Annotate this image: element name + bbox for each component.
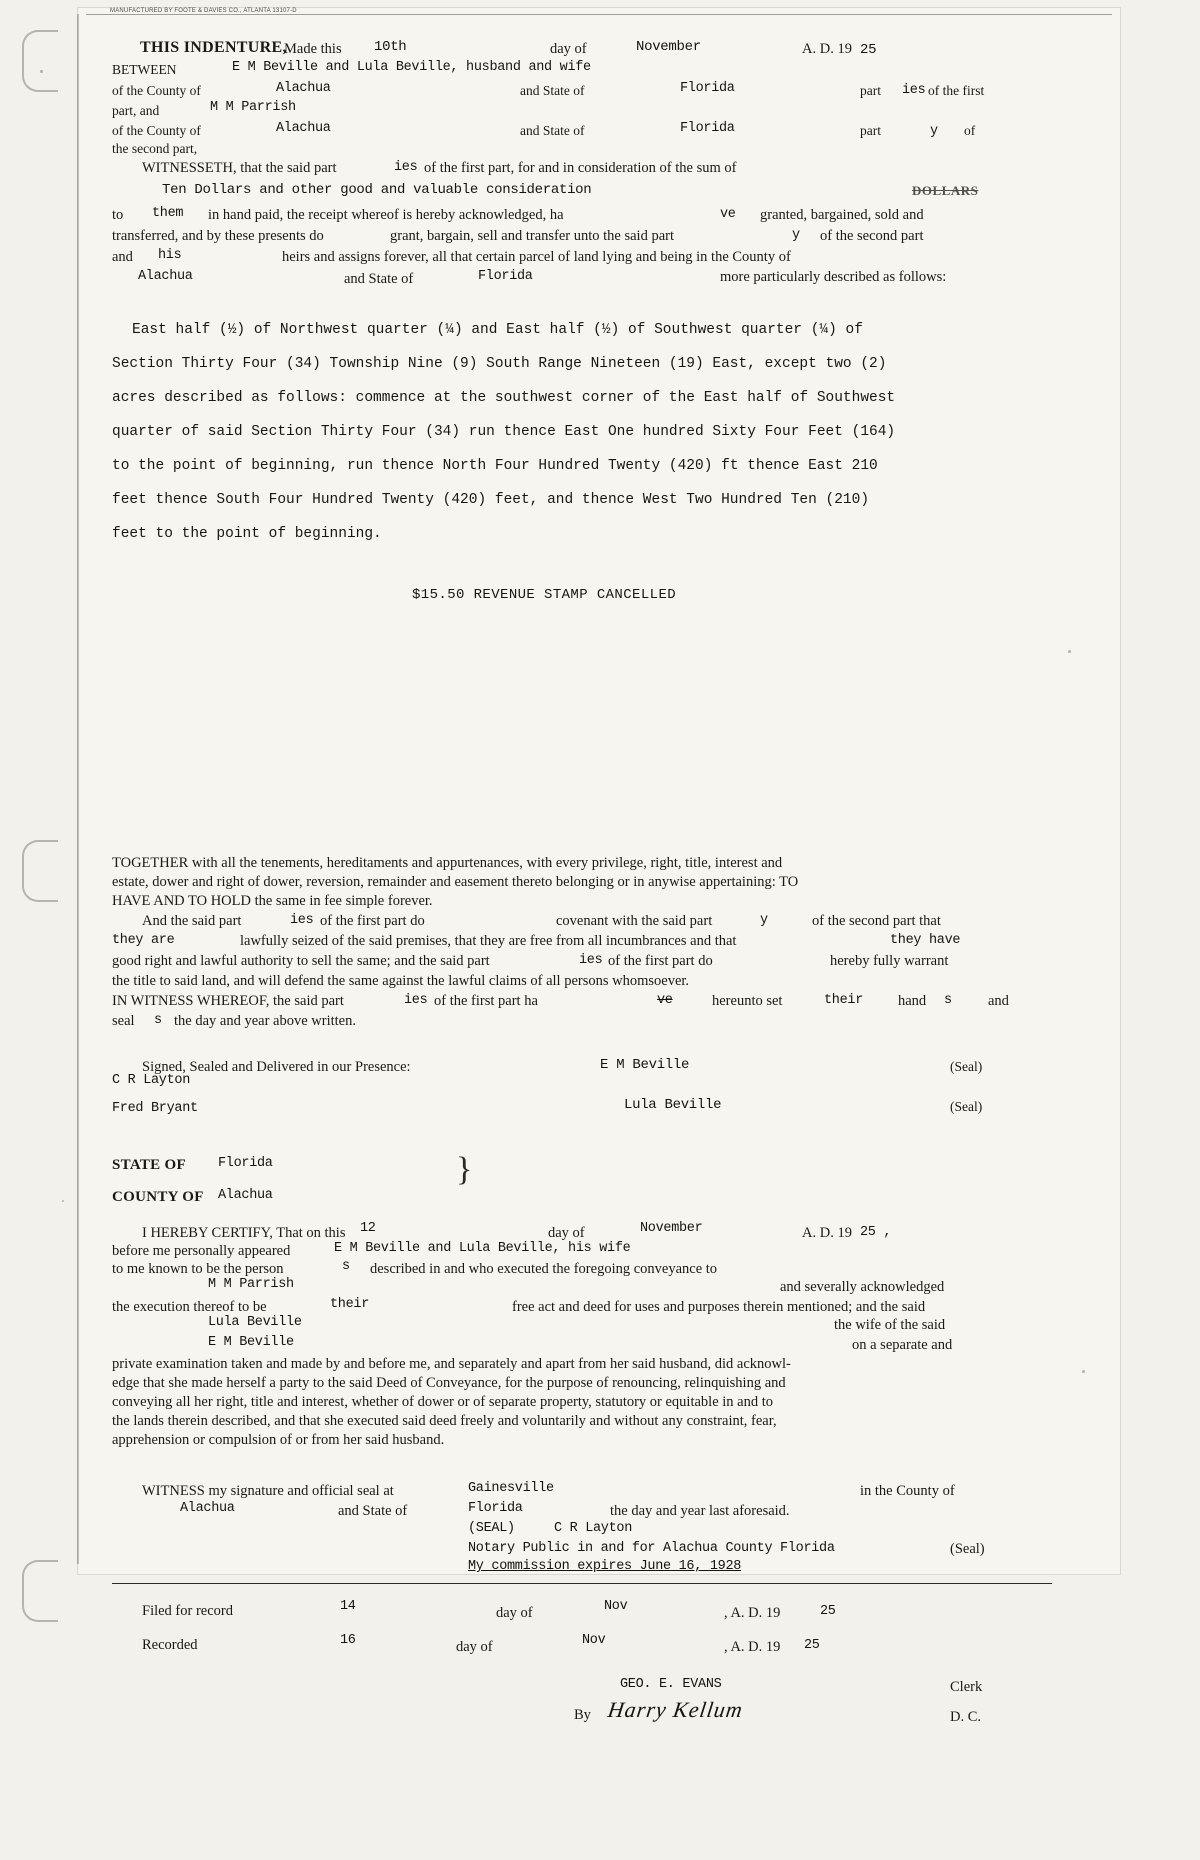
filed-day-value: 14	[340, 1599, 356, 1614]
wife-of-said-label: the wife of the said	[834, 1317, 946, 1333]
notary-witness-post: the day and year last aforesaid.	[610, 1503, 790, 1519]
their-value: their	[824, 993, 864, 1008]
notary-witness-place: Gainesville	[468, 1481, 554, 1496]
manufacturer-note: MANUFACTURED BY FOOTE & DAVIES CO., ATLANTA 13107-D	[110, 8, 297, 14]
witnesseth-line-2	[112, 204, 1052, 225]
execution-their: their	[330, 1297, 370, 1312]
filed-ad-label: , A. D. 19	[724, 1605, 781, 1621]
witnesseth-label: WITNESSETH, that the said part	[142, 160, 337, 176]
seized-text: lawfully seized of the said premises, that they are free from all incumbrances and that	[240, 933, 737, 949]
hand-s-mark: s	[944, 993, 952, 1008]
legal-line-5: to the point of beginning, run thence North Four Hundred Twenty (420) ft thence East 210	[112, 458, 878, 474]
witnesseth-party-suffix: ies	[394, 160, 418, 175]
and-state-of-label-2: and State of	[520, 123, 585, 138]
presence-label: Signed, Sealed and Delivered in our Presence:	[142, 1059, 411, 1075]
of-first-part-label: of the first	[928, 83, 985, 98]
page-top-rule	[86, 14, 1112, 15]
habendum-block	[112, 855, 1052, 1029]
notary-seal-tag: (Seal)	[950, 1541, 985, 1557]
notary-witness-county: Alachua	[180, 1501, 235, 1516]
severally-label: and severally acknowledged	[780, 1279, 945, 1295]
recorded-month-value: Nov	[582, 1633, 606, 1648]
header-line-1	[112, 36, 1052, 60]
to-whom-value: them	[152, 206, 184, 221]
habendum-line-5	[112, 933, 1052, 953]
habendum-line-6	[112, 953, 1052, 973]
state-of-label: STATE OF	[112, 1157, 186, 1173]
header-line-6	[112, 140, 1052, 158]
witness-struck-ve: ve	[657, 993, 673, 1008]
witness-name-1: C R Layton	[112, 1073, 191, 1088]
acknowledgment-brace: }	[456, 1151, 473, 1188]
deputy-signature: Harry Kellum	[606, 1697, 745, 1722]
header-line-4	[112, 100, 1052, 120]
seal-label: seal	[112, 1013, 135, 1029]
ad-label: A. D. 19	[802, 41, 852, 57]
header-line-3	[112, 80, 1052, 100]
appeared-names: E M Beville and Lula Beville, his wife	[334, 1241, 631, 1256]
ack-body-line-4: the lands therein described, and that she executed said deed freely and voluntarily and without any constraint, fear,	[112, 1413, 777, 1429]
habendum-line-1: TOGETHER with all the tenements, hereditaments and appurtenances, with every privilege, right, title, interest and	[112, 855, 783, 871]
dc-label: D. C.	[950, 1709, 982, 1725]
ack-ad-label: A. D. 19	[802, 1225, 852, 1241]
filed-day-of-label: day of	[496, 1605, 533, 1621]
recorded-ad-label: , A. D. 19	[724, 1639, 781, 1655]
legal-line-2: Section Thirty Four (34) Township Nine (9) South Range Nineteen (19) East, except two (2)	[112, 356, 887, 372]
party-suffix-1: ies	[902, 83, 926, 98]
witness-name-2: Fred Bryant	[112, 1101, 198, 1116]
covenant-party-suffix: ies	[290, 913, 314, 928]
legal-line-6: feet thence South Four Hundred Twenty (420) feet, and thence West Two Hundred Ten (210)	[112, 492, 870, 508]
filed-year-value: 25	[820, 1604, 836, 1619]
signer-name-1: E M Beville	[600, 1057, 690, 1073]
signer-name-2: Lula Beville	[624, 1097, 722, 1113]
and-label-2: and	[988, 993, 1009, 1009]
notary-witness-county-label: in the County of	[860, 1483, 955, 1499]
ack-month: November	[640, 1221, 703, 1236]
legal-line-4: quarter of said Section Thirty Four (34) run thence East One hundred Sixty Four Feet (164)	[112, 424, 896, 440]
dollars-struck-label: DOLLARS	[912, 183, 979, 198]
they-have-value: they have	[890, 933, 961, 948]
second-part-text: of the second part	[820, 228, 924, 244]
they-are-value: they are	[112, 933, 175, 948]
transferred-text: transferred, and by these presents do	[112, 228, 324, 244]
ack-body-line-5: apprehension or compulsion of or from her said husband.	[112, 1432, 445, 1448]
separate-and-label: on a separate and	[852, 1337, 953, 1353]
certify-pre: I HEREBY CERTIFY, That on this	[142, 1225, 346, 1241]
ack-husband-name: E M Beville	[208, 1335, 294, 1350]
known-pre: to me known to be the person	[112, 1261, 284, 1277]
year-value: 25	[860, 42, 877, 58]
witnesseth-line1-post: of the first part, for and in consideration of the sum of	[424, 160, 737, 176]
party-suffix-2: y	[930, 124, 938, 139]
witnesseth-line-3	[112, 225, 1052, 246]
habendum-line-9	[112, 1013, 1052, 1033]
ack-grantee-name: M M Parrish	[208, 1277, 294, 1292]
month-value: November	[636, 39, 701, 55]
notary-witness-state: Florida	[468, 1501, 523, 1516]
part-label-1: part	[860, 83, 881, 98]
recorded-label: Recorded	[142, 1637, 198, 1653]
header-line-5	[112, 120, 1052, 140]
covenant-party-y: y	[760, 913, 768, 928]
habendum-line-8	[112, 993, 1052, 1013]
habendum-line-7: the title to said land, and will defend the same against the lawful claims of all persons whomsoever.	[112, 973, 690, 989]
header-line-2	[112, 60, 1052, 80]
state-value: Florida	[218, 1156, 273, 1171]
covenant-mid: of the first part do	[320, 913, 425, 929]
county-of-label-1: of the County of	[112, 83, 201, 98]
of-label: of	[964, 123, 976, 138]
ack-day-number: 12	[360, 1221, 376, 1236]
ack-body-line-3: conveying all her right, title and interest, whether of dower or of separate property, statutory or equitable in and to	[112, 1394, 774, 1410]
heirs-assigns-text: heirs and assigns forever, all that certain parcel of land lying and being in the County of	[282, 249, 791, 265]
between-label: BETWEEN	[112, 62, 177, 77]
ack-body-line-1: private examination taken and made by and before me, and separately and apart from her said husband, did acknowl-	[112, 1356, 791, 1372]
state-value-2: Florida	[680, 121, 735, 136]
clerk-label: Clerk	[950, 1679, 983, 1695]
notary-name: C R Layton	[554, 1521, 633, 1536]
second-part-label: the second part,	[112, 141, 198, 156]
warrant-party-suffix: ies	[579, 953, 603, 968]
grant-bargain-text: grant, bargain, sell and transfer unto the said part	[390, 228, 675, 244]
witness-post: hereunto set	[712, 993, 783, 1009]
described-as-follows-label: more particularly described as follows:	[720, 269, 947, 285]
covenant-with: covenant with the said part	[556, 913, 713, 929]
acknowledgment-block	[112, 1151, 1052, 1477]
witnesseth-line-5	[112, 267, 1052, 291]
witnesseth-line-1	[112, 158, 1052, 180]
notary-commission: My commission expires June 16, 1928	[468, 1559, 742, 1574]
notary-witness-pre: WITNESS my signature and official seal at	[142, 1483, 394, 1499]
execution-pre: the execution thereof to be	[112, 1299, 267, 1315]
document-body	[112, 36, 1052, 1733]
execution-post: free act and deed for uses and purposes therein mentioned; and the said	[512, 1299, 926, 1315]
made-this-label: Made this	[284, 41, 342, 57]
ack-year: 25 ,	[860, 1225, 892, 1240]
and-state-of-label-1: and State of	[520, 83, 585, 98]
and-state-of-label-3: and State of	[344, 271, 414, 287]
seal-tag-1: (Seal)	[950, 1059, 983, 1074]
warrant-pre: good right and lawful authority to sell the same; and the said part	[112, 953, 490, 969]
scan-speck-1	[40, 70, 43, 73]
scan-speck-2	[1068, 650, 1071, 653]
ack-day-of: day of	[548, 1225, 585, 1241]
revenue-stamp-note: $15.50 REVENUE STAMP CANCELLED	[412, 587, 677, 603]
legal-line-3: acres described as follows: commence at the southwest corner of the East half of Southwest	[112, 390, 896, 406]
county-value-3: Alachua	[138, 269, 193, 284]
scan-speck-4	[62, 1200, 64, 1202]
to-label: to	[112, 207, 124, 223]
recorded-day-value: 16	[340, 1633, 356, 1648]
ack-wife-name: Lula Beville	[208, 1315, 302, 1330]
recording-block	[112, 1599, 1052, 1733]
ack-body-line-2: edge that she made herself a party to the said Deed of Conveyance, for the purpose of renouncing, relinquishing and	[112, 1375, 786, 1391]
covenant-end: of the second part that	[812, 913, 941, 929]
party-y-value: y	[792, 228, 800, 243]
notary-title: Notary Public in and for Alachua County Florida	[468, 1541, 835, 1556]
grantor-value: E M Beville and Lula Beville, husband and wife	[232, 60, 591, 75]
warrant-mid: of the first part do	[608, 953, 713, 969]
state-value-1: Florida	[680, 81, 735, 96]
signature-block	[112, 1059, 1052, 1131]
county-of-label: COUNTY OF	[112, 1189, 204, 1205]
witnesseth-line-4	[112, 246, 1052, 267]
witness-party-suffix: ies	[404, 993, 428, 1008]
known-s-mark: s	[342, 1259, 350, 1274]
hand-label: hand	[898, 993, 927, 1009]
granted-text: granted, bargained, sold and	[760, 207, 924, 223]
and-label: and	[112, 249, 133, 265]
county-of-label-2: of the County of	[112, 123, 201, 138]
county-value-1: Alachua	[276, 81, 331, 96]
binder-mark-bottom	[22, 1560, 58, 1622]
part-and-label: part, and	[112, 103, 160, 118]
heirs-word-value: his	[158, 248, 182, 263]
notary-witness-state-label: and State of	[338, 1503, 408, 1519]
consideration-line	[112, 180, 1052, 204]
by-label: By	[574, 1707, 591, 1723]
recorded-year-value: 25	[804, 1638, 820, 1653]
binder-mark-middle	[22, 840, 58, 902]
seal-tag-2: (Seal)	[950, 1099, 983, 1114]
seal-post: the day and year above written.	[174, 1013, 356, 1029]
habendum-line-4	[112, 913, 1052, 933]
have-value: ve	[720, 207, 736, 222]
legal-line-1: East half (½) of Northwest quarter (¼) and East half (½) of Southwest quarter (¼) of	[132, 322, 863, 338]
notary-seal-mark: (SEAL)	[468, 1521, 515, 1536]
witness-mid: of the first part ha	[434, 993, 538, 1009]
known-post: described in and who executed the foregoing conveyance to	[370, 1261, 718, 1277]
grantee-value: M M Parrish	[210, 100, 296, 115]
part-label-2: part	[860, 123, 881, 138]
in-witness-whereof-pre: IN WITNESS WHEREOF, the said part	[112, 993, 344, 1009]
legal-line-7: feet to the point of beginning.	[112, 526, 382, 542]
day-of-label: day of	[550, 41, 587, 57]
receipt-text: in hand paid, the receipt whereof is hereby acknowledged, ha	[208, 207, 564, 223]
county-value: Alachua	[218, 1188, 273, 1203]
filed-label: Filed for record	[142, 1603, 233, 1619]
recorded-day-of-label: day of	[456, 1639, 493, 1655]
recording-divider	[112, 1583, 1052, 1584]
county-value-2: Alachua	[276, 121, 331, 136]
seal-s-mark: s	[154, 1013, 162, 1028]
warrant-end: hereby fully warrant	[830, 953, 949, 969]
habendum-line-3: HAVE AND TO HOLD the same in fee simple forever.	[112, 893, 433, 909]
scan-speck-3	[1082, 1370, 1085, 1373]
notary-block	[112, 1483, 1052, 1601]
day-number-value: 10th	[374, 39, 407, 55]
clerk-name: GEO. E. EVANS	[620, 1677, 722, 1692]
covenant-pre: And the said part	[142, 913, 242, 929]
habendum-line-2: estate, dower and right of dower, reversion, remainder and easement thereto belonging or in anywise appertaining: TO	[112, 874, 799, 890]
state-value-3: Florida	[478, 269, 533, 284]
filed-month-value: Nov	[604, 1599, 628, 1614]
indenture-label: THIS INDENTURE,	[140, 39, 287, 56]
consideration-value: Ten Dollars and other good and valuable consideration	[162, 182, 592, 198]
legal-description-block	[112, 313, 1052, 551]
appeared-label: before me personally appeared	[112, 1243, 291, 1259]
binder-mark-top	[22, 30, 58, 92]
